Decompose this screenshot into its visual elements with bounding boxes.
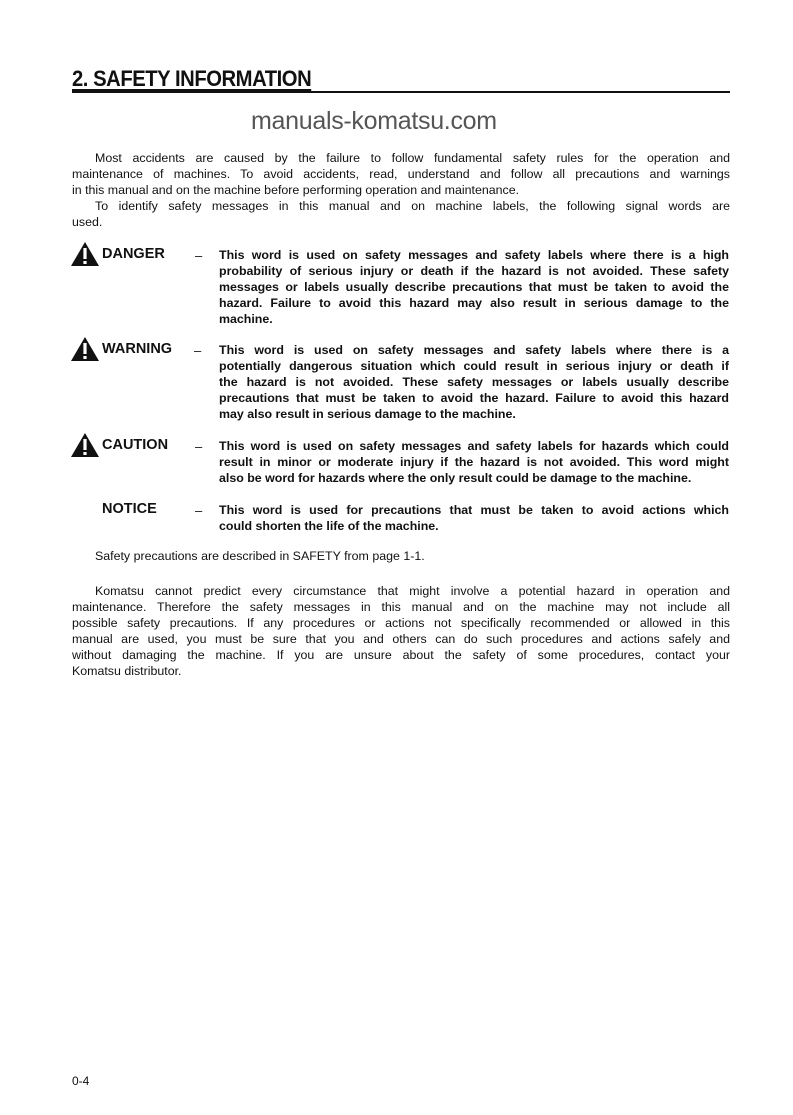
text-line: To identify safety messages in this manual and on machine labels, the following signal words are [95,199,730,213]
signal-word-label: CAUTION [102,437,169,453]
signal-word-danger [70,241,165,267]
signal-word-caution [70,432,168,458]
text-line: This word is used for precautions that must be taken to avoid actions which [219,503,729,517]
signal-dash: – [195,439,203,454]
text-line: may also result in serious damage to the machine. [219,407,516,421]
closing-paragraph [72,583,730,679]
text-line: maintenance of machines. To avoid accidents, read, understand and follow all precautions and warnings [72,167,730,181]
warning-triangle-icon [70,241,100,267]
text-line: used. [72,215,103,229]
signals-0-lines-paragraph [219,247,729,327]
signals-3-lines-paragraph [219,502,729,534]
text-line: the hazard is not avoided. These safety messages or labels usually describe [219,375,729,389]
page-number: 0-4 [72,1074,90,1088]
text-line: probability of serious injury or death if the hazard is not avoided. These safety [219,264,729,278]
intro-paragraph [72,150,730,230]
signal-dash: – [195,248,203,263]
text-line: result in minor or moderate injury if the hazard is not avoided. This word might [219,455,729,469]
text-line: Komatsu cannot predict every circumstance that might involve a potential hazard in operation and [95,584,730,598]
text-line: manual are used, you must be sure that you and others can do such procedures and actions safely and [72,632,730,646]
warning-triangle-icon [70,336,100,362]
text-line: potentially dangerous situation which could result in serious injury or death if [219,359,729,373]
text-line: also be word for hazards where the only result could be damage to the machine. [219,471,692,485]
text-line: Most accidents are caused by the failure to follow fundamental safety rules for the operation and [95,151,730,165]
text-line: possible safety precautions. If any procedures or actions not specifically recommended or allowed in this [72,616,730,630]
text-line: precautions that must be taken to avoid the hazard. Failure to avoid this hazard [219,391,729,405]
text-line: machine. [219,312,273,326]
text-line: in this manual and on the machine before performing operation and maintenance. [72,183,520,197]
text-line: This word is used on safety messages and safety labels where there is a high [219,248,729,262]
text-line: messages or labels usually describe precautions that must be taken to avoid the [219,280,729,294]
signal-dash: – [195,503,203,518]
signal-dash: – [194,343,202,358]
text-line: could shorten the life of the machine. [219,519,439,533]
signals-1-lines-paragraph [219,342,729,422]
warning-triangle-icon [70,432,100,458]
signal-word-warning [70,336,172,362]
signal-word-notice [102,501,157,517]
text-line: without damaging the machine. If you are unsure about the safety of some procedures, contact your [72,648,730,662]
signal-word-label: WARNING [102,341,173,357]
page-title: 2. SAFETY INFORMATION [72,66,312,91]
text-line: This word is used on safety messages and safety labels for hazards which could [219,439,729,453]
signals-2-lines-paragraph [219,438,729,486]
text-line: Komatsu distributor. [72,664,182,678]
text-line: This word is used on safety messages and safety labels where there is a [219,343,729,357]
signal-word-label: NOTICE [102,501,157,517]
text-line: hazard. Failure to avoid this hazard may also result in serious damage to the [219,296,729,310]
safety_ref-paragraph [95,548,730,564]
text-line: maintenance. Therefore the safety messages in this manual and on the machine may not include all [72,600,730,614]
text-line: Safety precautions are described in SAFETY from page 1-1. [95,549,425,563]
signal-word-label: DANGER [102,246,165,262]
watermark: manuals-komatsu.com [251,107,497,135]
title-rule [72,91,730,93]
